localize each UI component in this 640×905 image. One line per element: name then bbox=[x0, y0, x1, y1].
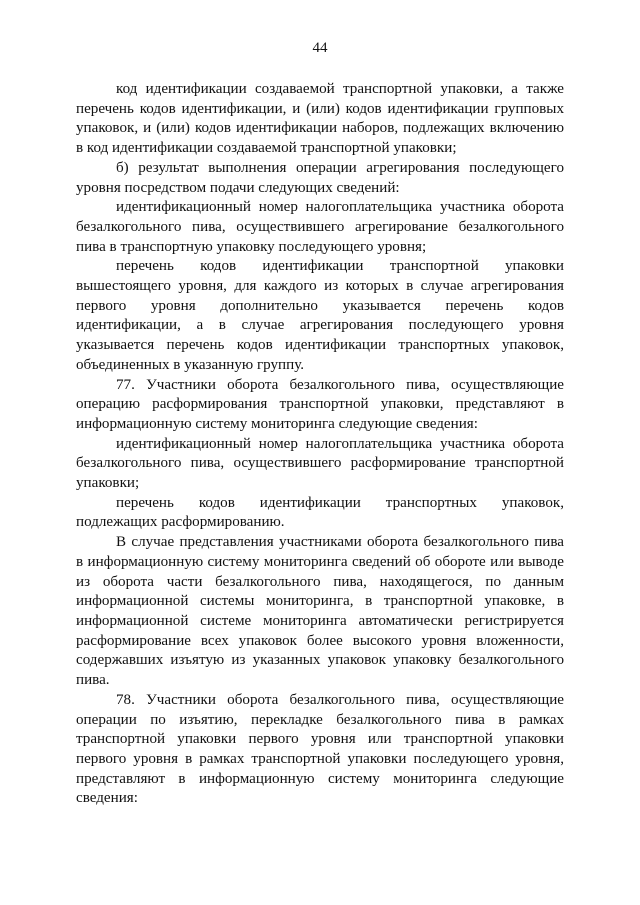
paragraph-transport-package-code: код идентификации создаваемой транспортной упаковки, а также перечень кодов идентификации, и (или) кодов идентификации групповых упаковок, и (или) кодов идентификации наборов, подлежащих включению в код идентификации создаваемой транспортной упаковки; bbox=[76, 81, 564, 157]
paragraph-codes-list-disaggregation: перечень кодов идентификации транспортных упаковок, подлежащих расформированию. bbox=[76, 494, 564, 531]
page-number: 44 bbox=[312, 40, 328, 56]
body-text bbox=[76, 80, 564, 809]
paragraph-item-b: б) результат выполнения операции агрегирования последующего уровня посредством подачи следующих сведений: bbox=[76, 159, 564, 196]
paragraph-automatic-disaggregation: В случае представления участниками оборота безалкогольного пива в информационную систему мониторинга сведений об обороте или выводе из оборота части безалкогольного пива, находящегося, по данным информационной системы мониторинга, в транспортной упаковке, в информационной системе мониторинга автоматически регистрируется расформирование всех упаковок более высокого уровня вложенности, содержавших изъятую из указанных упаковок упаковку безалкогольного пива. bbox=[76, 534, 564, 689]
paragraph-inn-disaggregation: идентификационный номер налогоплательщика участника оборота безалкогольного пива, осуществившего расформирование транспортной упаковки; bbox=[76, 435, 564, 492]
paragraph-inn-aggregation: идентификационный номер налогоплательщика участника оборота безалкогольного пива, осуществившего агрегирование безалкогольного пива в транспортную упаковку последующего уровня; bbox=[76, 199, 564, 255]
paragraph-clause-77: 77. Участники оборота безалкогольного пива, осуществляющие операцию расформирования транспортной упаковки, представляют в информационную систему мониторинга следующие сведения: bbox=[76, 376, 564, 432]
paragraph-codes-list-aggregation: перечень кодов идентификации транспортной упаковки вышестоящего уровня, для каждого из которых в случае агрегирования первого уровня дополнительно указывается перечень кодов идентификации, а в случае агрегирования последующего уровня указывается перечень кодов идентификации транспортных упаковок, объединенных в указанную группу. bbox=[76, 258, 564, 373]
paragraph-clause-78: 78. Участники оборота безалкогольного пива, осуществляющие операции по изъятию, перекладке безалкогольного пива в рамках транспортной упаковки первого уровня или транспортной упаковки первого уровня в рамках транспортной упаковки последующего уровня, представляют в информационную систему мониторинга следующие сведения: bbox=[76, 691, 564, 807]
